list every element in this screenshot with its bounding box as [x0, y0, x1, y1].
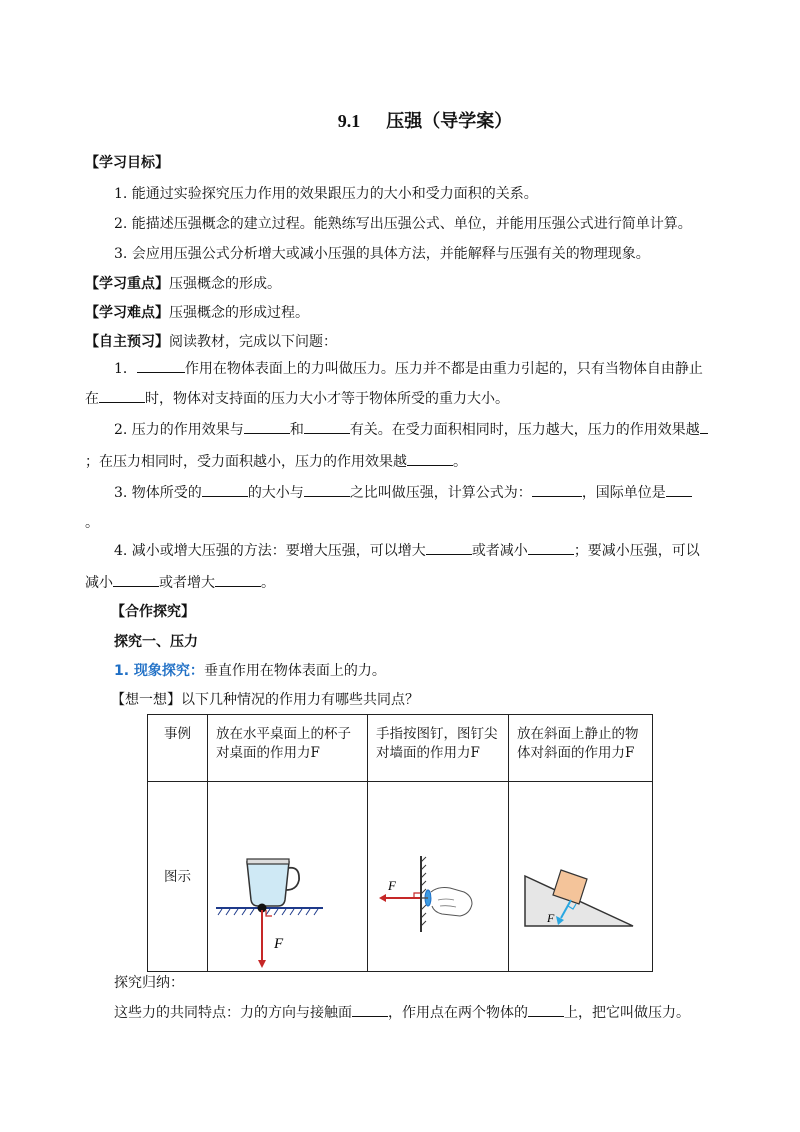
summary-heading: 探究归纳： [114, 975, 184, 991]
figure-row-label-cell [148, 782, 208, 972]
phenomenon-line [114, 660, 386, 680]
answer-blank[interactable] [666, 483, 692, 497]
section-1-heading: 探究一、压力 [114, 634, 198, 650]
phenomenon-text: 垂直作用在物体表面上的力。 [203, 663, 386, 679]
think-heading: 【想一想】 [111, 692, 181, 708]
header-cell-cup: 放在水平桌面上的杯子对桌面的作用力F [208, 715, 368, 782]
force-label: F [388, 878, 396, 893]
think-line [111, 689, 419, 709]
key-point [85, 273, 281, 293]
question-2-line1: 2. 压力的作用效果与 和 有关。在受力面积相同时，压力越大，压力的作用效果越 [114, 419, 708, 439]
header-cell-example: 事例 [148, 715, 208, 782]
question-4-line1: 4. 减小或增大压强的方法：要增大压强，可以增大 或者减小 ；要减小压强，可以 [114, 543, 700, 559]
examples-table [147, 714, 653, 972]
answer-blank[interactable] [113, 573, 159, 587]
answer-blank[interactable] [215, 573, 261, 587]
table-header-row [148, 715, 653, 782]
preview-intro: 阅读教材，完成以下问题： [169, 334, 337, 350]
block-on-incline-diagram [509, 782, 653, 972]
answer-blank[interactable] [202, 483, 248, 497]
objective-item-3: 3. 会应用压强公式分析增大或减小压强的具体方法，并能解释与压强有关的物理现象。 [114, 246, 650, 262]
answer-blank[interactable] [244, 420, 290, 434]
answer-blank[interactable] [352, 1003, 388, 1017]
objective-item-1: 1. 能通过实验探究压力作用的效果跟压力的大小和受力面积的关系。 [114, 186, 538, 202]
phenomenon-label: 1. 现象探究： [114, 663, 204, 679]
preview-heading: 【自主预习】 [85, 334, 169, 350]
answer-blank[interactable] [700, 420, 708, 434]
answer-blank[interactable] [528, 1003, 564, 1017]
question-1-line2: 在 时，物体对支持面的压力大小才等于物体所受的重力大小。 [85, 391, 509, 407]
question-2-line2: ；在压力相同时，受力面积越小，压力的作用效果越 。 [85, 454, 467, 470]
answer-blank[interactable] [99, 389, 145, 403]
answer-blank[interactable] [407, 452, 453, 466]
slope-figure-cell [509, 782, 653, 972]
question-3-line2: 。 [85, 515, 99, 531]
summary-line: 这些力的共同特点：力的方向与接触面 ，作用点在两个物体的 上，把它叫做压力。 [114, 1005, 690, 1021]
cooperation-heading: 【合作探究】 [111, 604, 195, 620]
preview [85, 331, 337, 351]
surface-hatching [218, 909, 318, 915]
cup-rim [247, 859, 289, 864]
answer-blank[interactable] [426, 541, 472, 555]
header-cell-slope: 放在斜面上静止的物体对斜面的作用力F [509, 715, 653, 782]
question-1-line1: 1． 作用在物体表面上的力叫做压力。压力并不都是由重力引起的，只有当物体自由静止 [114, 361, 703, 377]
force-arrowhead [258, 960, 266, 968]
question-4-line2: 减小 或者增大 。 [85, 575, 275, 591]
objective-item-2: 2. 能描述压强概念的建立过程。能熟练写出压强公式、单位，并能用压强公式进行简单计算。 [114, 216, 692, 232]
question-3-line1: 3. 物体所受的 的大小与 之比叫做压强，计算公式为： ，国际单位是 [114, 482, 692, 502]
cup-body [247, 862, 289, 906]
force-arrowhead [379, 894, 386, 902]
page-title [0, 107, 800, 133]
answer-blank[interactable] [304, 420, 350, 434]
hand [431, 888, 472, 917]
force-label: F [274, 936, 284, 952]
answer-blank[interactable] [137, 359, 185, 373]
title-number: 9.1 [337, 111, 361, 131]
cup-figure-cell [208, 782, 368, 972]
difficulty-text: 压强概念的形成过程。 [169, 305, 309, 321]
pin-figure-cell [368, 782, 509, 972]
difficulty [85, 302, 309, 322]
title-text: 压强（导学案） [386, 111, 513, 132]
think-text: 以下几种情况的作用力有哪些共同点？ [181, 692, 419, 708]
table-figure-row [148, 782, 653, 972]
answer-blank[interactable] [532, 483, 582, 497]
key-point-heading: 【学习重点】 [85, 276, 169, 292]
header-cell-pin: 手指按图钉，图钉尖对墙面的作用力F [368, 715, 509, 782]
answer-blank[interactable] [528, 541, 574, 555]
figure-row-label: 图示 [164, 869, 191, 885]
force-label: F [547, 911, 555, 925]
answer-blank[interactable] [304, 483, 350, 497]
pin-on-wall-diagram [368, 782, 509, 972]
difficulty-heading: 【学习难点】 [85, 305, 169, 321]
objectives-heading: 【学习目标】 [85, 155, 169, 171]
key-point-text: 压强概念的形成。 [169, 276, 281, 292]
cup-on-table-diagram [208, 782, 368, 972]
